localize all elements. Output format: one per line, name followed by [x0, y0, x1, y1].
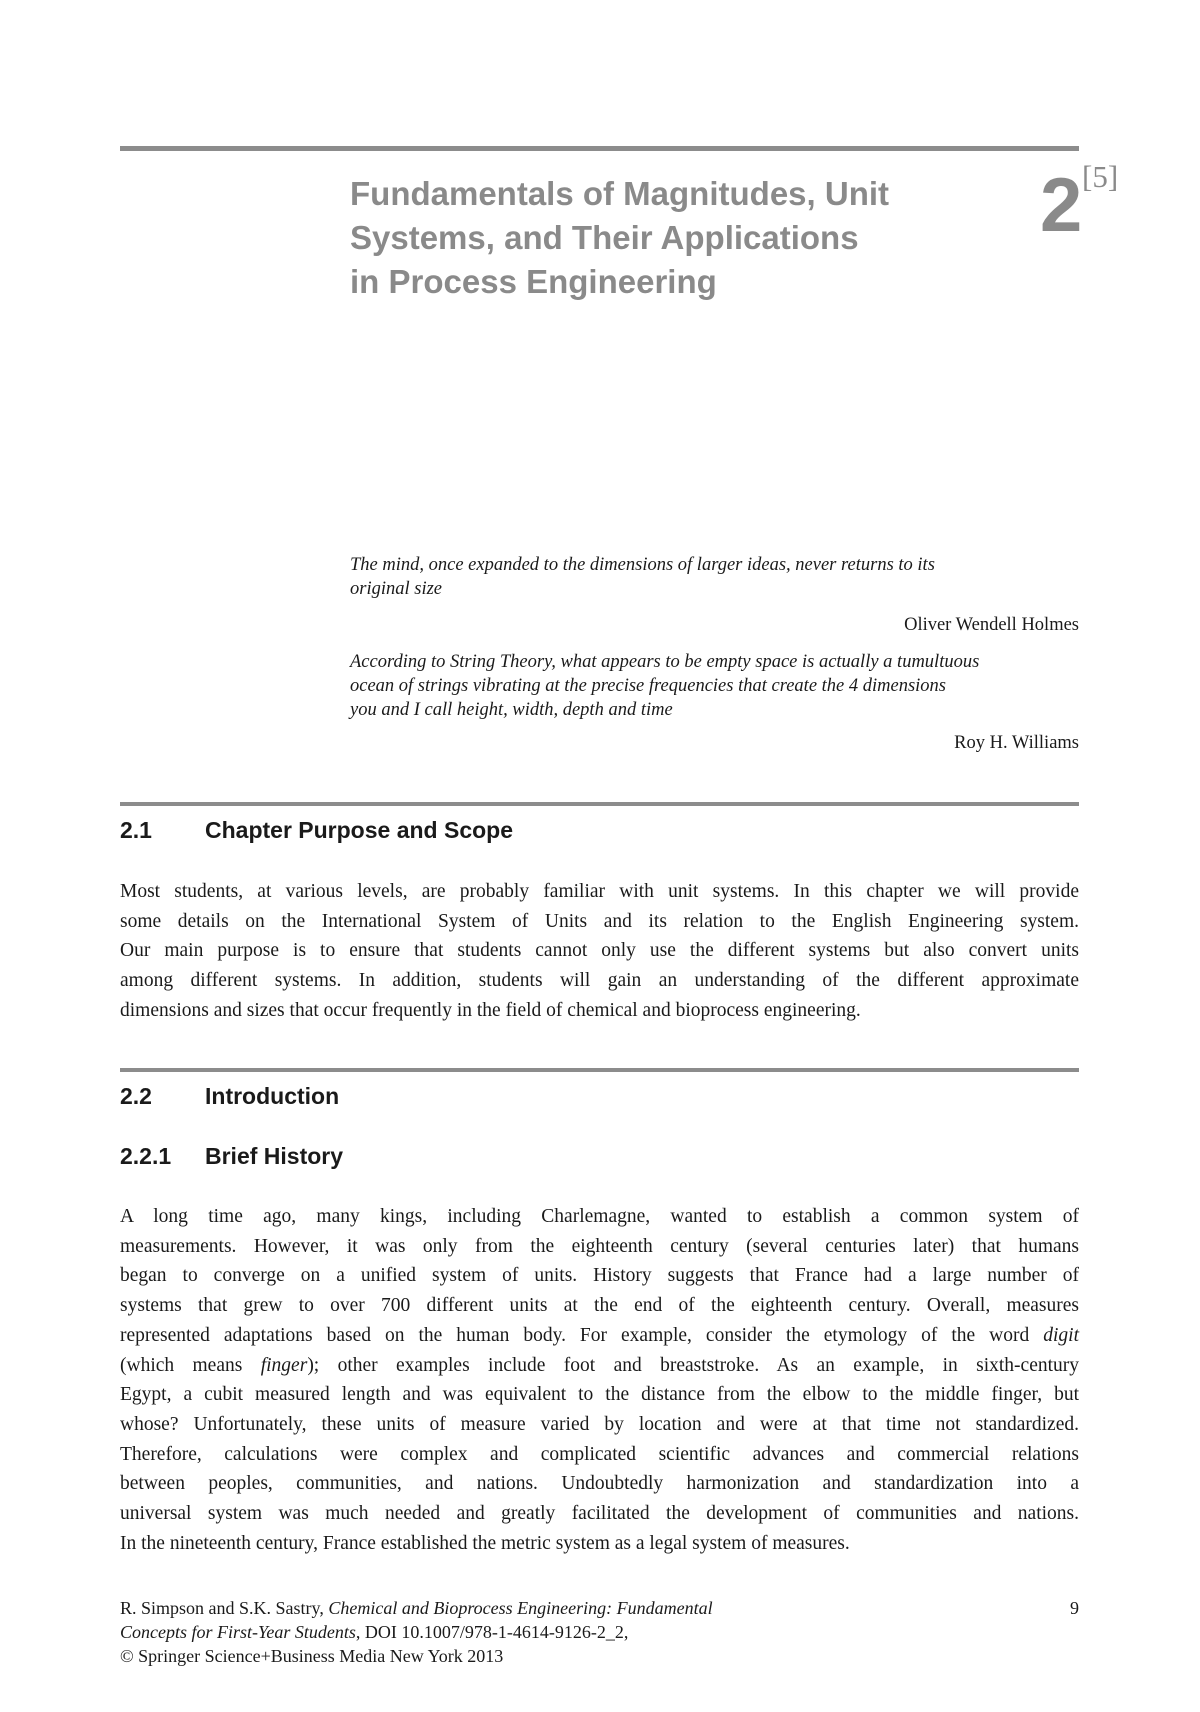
section-number: 2.2 [120, 1083, 152, 1109]
epigraph-line: The mind, once expanded to the dimensions of larger ideas, never returns to its [350, 555, 935, 575]
text-segment: represented adaptations based on the human body. For example, consider the etymology of the word [120, 1324, 1030, 1346]
text-line: Our main purpose is to ensure that students cannot only use the different systems but also convert units [120, 940, 1079, 962]
emphasis-digit: digit [1043, 1324, 1079, 1346]
text-line [120, 1351, 1079, 1381]
section-number: 2.1 [120, 817, 152, 843]
text-line: Egypt, a cubit measured length and was equivalent to the distance from the elbow to the middle finger, but [120, 1384, 1079, 1406]
chapter-number: 2 [1040, 163, 1083, 248]
epigraph-quote [350, 650, 1079, 722]
text-line: among different systems. In addition, students will gain an understanding of the different approximate [120, 970, 1079, 992]
text-line: whose? Unfortunately, these units of measure varied by location and were at that time not standardized. [120, 1413, 1079, 1435]
epigraph-line: original size [350, 579, 442, 599]
text-line: began to converge on a unified system of units. History suggests that France had a large number of [120, 1265, 1079, 1287]
epigraph-line: ocean of strings vibrating at the precise frequencies that create the 4 dimensions [350, 676, 947, 696]
epigraph-author: Roy H. Williams [954, 733, 1079, 753]
epigraph-line: you and I call height, width, depth and time [350, 700, 673, 720]
page-footer-citation [120, 1596, 1040, 1668]
chapter-title-line: Systems, and Their Applications [350, 219, 859, 256]
citation-authors: R. Simpson and S.K. Sastry, [120, 1598, 324, 1618]
section-number: 2.2.1 [120, 1143, 172, 1169]
chapter-title [350, 172, 970, 304]
section-heading-2-1 [120, 815, 513, 845]
chapter-title-line: Fundamentals of Magnitudes, Unit [350, 175, 890, 212]
text-line: between peoples, communities, and nations. Undoubtedly harmonization and standardization into a [120, 1473, 1079, 1495]
subsection-heading-2-2-1 [120, 1141, 343, 1171]
chapter-top-rule [120, 146, 1079, 151]
text-line: systems that grew to over 700 different units at the end of the eighteenth century. Overall, measures [120, 1295, 1079, 1317]
section-title: Brief History [205, 1143, 344, 1169]
chapter-title-line: in Process Engineering [350, 263, 717, 300]
citation-line [120, 1620, 1040, 1644]
citation-book-title: Chemical and Bioprocess Engineering: Fundamental [328, 1598, 713, 1618]
page-number: 9 [1070, 1598, 1079, 1618]
section-rule [120, 802, 1079, 806]
text-line: dimensions and sizes that occur frequently in the field of chemical and bioprocess engineering. [120, 999, 861, 1021]
citation-doi: , DOI 10.1007/978-1-4614-9126-2_2, [355, 1622, 629, 1642]
paragraph-history [120, 1202, 1079, 1558]
chapter-reference-mark: [5] [1082, 159, 1119, 194]
text-line: In the nineteenth century, France established the metric system as a legal system of measures. [120, 1532, 850, 1554]
text-line: measurements. However, it was only from the eighteenth century (several centuries later) that humans [120, 1235, 1079, 1257]
section-title: Introduction [205, 1083, 340, 1109]
epigraph-line: According to String Theory, what appears to be empty space is actually a tumultuous [350, 652, 980, 672]
paragraph-purpose [120, 877, 1079, 1026]
text-segment: ); other examples include foot and breaststroke. As an example, in sixth-century [307, 1354, 1080, 1376]
section-rule [120, 1068, 1079, 1072]
text-line: Therefore, calculations were complex and complicated scientific advances and commercial relations [120, 1443, 1079, 1465]
section-heading-2-2 [120, 1081, 339, 1111]
section-title: Chapter Purpose and Scope [205, 817, 514, 843]
text-line [120, 1321, 1079, 1351]
text-line: Most students, at various levels, are probably familiar with unit systems. In this chapter we will provide [120, 881, 1079, 902]
emphasis-finger: finger [260, 1354, 308, 1376]
text-line: some details on the International System of Units and its relation to the English Engineering system. [120, 910, 1079, 932]
citation-book-subtitle: Concepts for First-Year Students [120, 1622, 356, 1642]
epigraph-author: Oliver Wendell Holmes [904, 615, 1079, 635]
text-line: A long time ago, many kings, including Charlemagne, wanted to establish a common system of [120, 1206, 1079, 1227]
epigraph-quote [350, 553, 1079, 601]
citation-line [120, 1596, 1040, 1620]
citation-copyright: © Springer Science+Business Media New York 2013 [120, 1646, 504, 1666]
text-line: universal system was much needed and greatly facilitated the development of communities and nations. [120, 1503, 1079, 1525]
text-segment: (which means [120, 1354, 243, 1376]
